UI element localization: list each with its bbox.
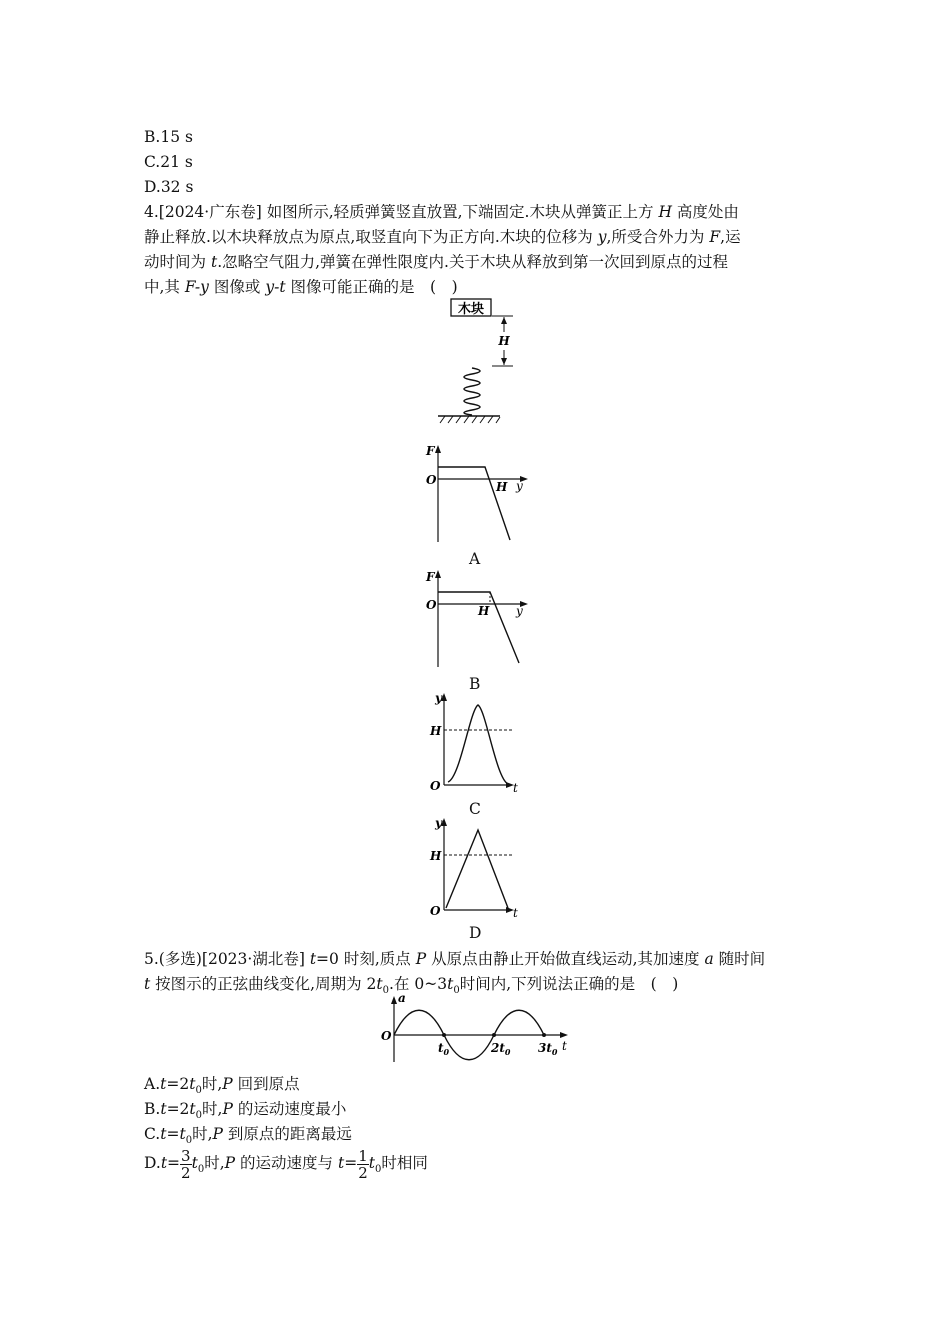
q5-option-c[interactable]: $C.t=t_0$时,P 到原点的距离最远	[144, 1125, 352, 1147]
svg-text:y: y	[516, 479, 523, 493]
svg-text:O: O	[426, 598, 437, 612]
spring-figure	[430, 298, 520, 428]
option-d-graph	[418, 815, 536, 921]
svg-text:a: a	[398, 991, 406, 1005]
block-label: 木块	[457, 302, 485, 317]
svg-text:y: y	[435, 816, 442, 830]
svg-text:2t0: $2t_0$	[491, 1041, 511, 1057]
displacement-curve	[446, 830, 508, 908]
fraction-one-half: $\frac{1}{2}$	[358, 1146, 368, 1182]
q5-option-b[interactable]: $B.t=2t_0$时,P 的运动速度最小	[144, 1100, 347, 1122]
q5-stem-line1: 5.(多选)[2023·湖北卷] t=0 时刻,质点 P 从原点由静止开始做直线运动,其加速度 a 随时间	[144, 950, 766, 968]
q3-option-b: B.15 s	[144, 128, 193, 146]
q5-answer-bracket[interactable]: ( )	[650, 975, 679, 993]
option-b-caption[interactable]: B	[469, 675, 481, 693]
q4-stem-line2: 静止释放.以木块释放点为原点,取竖直向下为正方向.木块的位移为 y,所受合外力为 F,运	[144, 228, 741, 246]
svg-text:H: H	[496, 480, 508, 494]
option-c-caption[interactable]: C	[469, 800, 481, 818]
q4-answer-bracket[interactable]: ( )	[430, 278, 458, 296]
svg-text:F: F	[426, 444, 435, 458]
fraction-three-halves: $\frac{3}{2}$	[181, 1146, 191, 1182]
acceleration-graph	[376, 990, 576, 1066]
svg-text:O: O	[381, 1029, 392, 1043]
option-a-caption[interactable]: A	[469, 550, 481, 568]
q5-option-a[interactable]: $A.t=2t_0$时,P 回到原点	[144, 1075, 300, 1097]
option-a-graph	[418, 442, 536, 544]
svg-text:y: y	[435, 691, 442, 705]
option-c-graph	[418, 690, 536, 796]
svg-text:H: H	[430, 849, 442, 863]
svg-text:O: O	[426, 473, 437, 487]
option-d-caption[interactable]: D	[469, 924, 482, 942]
q5-stem-line2: t 按图示的正弦曲线变化,周期为 $2t_0$.在 $0\sim 3t_0$时间内,下列说法正确的是 ( )	[144, 975, 679, 997]
force-curve	[438, 592, 519, 663]
svg-text:t: t	[562, 1039, 567, 1053]
q5-option-d[interactable]: D.t= $\frac{3}{2}$ $t_0$时,P 的运动速度与 t= $\frac{1}{2}$ $t_0$时相同	[144, 1146, 428, 1182]
option-b-graph	[418, 567, 536, 669]
q4-stem-line1: 4.[2024·广东卷] 如图所示,轻质弹簧竖直放置,下端固定.木块从弹簧正上方 H 高度处由	[144, 203, 739, 221]
svg-text:y: y	[516, 604, 523, 618]
displacement-curve	[448, 705, 508, 784]
q4-stem-line3: 动时间为 t.忽略空气阻力,弹簧在弹性限度内.关于木块从释放到第一次回到原点的过程	[144, 253, 728, 271]
svg-text:t: t	[513, 781, 518, 795]
svg-text:t0: $t_0$	[438, 1041, 450, 1057]
svg-text:F: F	[426, 570, 435, 584]
q3-option-d: D.32 s	[144, 178, 194, 196]
height-label: H	[498, 334, 510, 348]
force-curve	[438, 467, 510, 540]
svg-text:H: H	[478, 604, 490, 618]
q3-option-c: C.21 s	[144, 153, 193, 171]
spring	[464, 368, 480, 415]
q4-stem-line4: 中,其 F-y 图像或 y-t 图像可能正确的是 ( )	[144, 278, 458, 296]
svg-text:O: O	[430, 904, 441, 918]
svg-text:t: t	[513, 906, 518, 920]
svg-text:H: H	[430, 724, 442, 738]
svg-text:3t0: $3t_0$	[538, 1041, 558, 1057]
svg-text:O: O	[430, 779, 441, 793]
